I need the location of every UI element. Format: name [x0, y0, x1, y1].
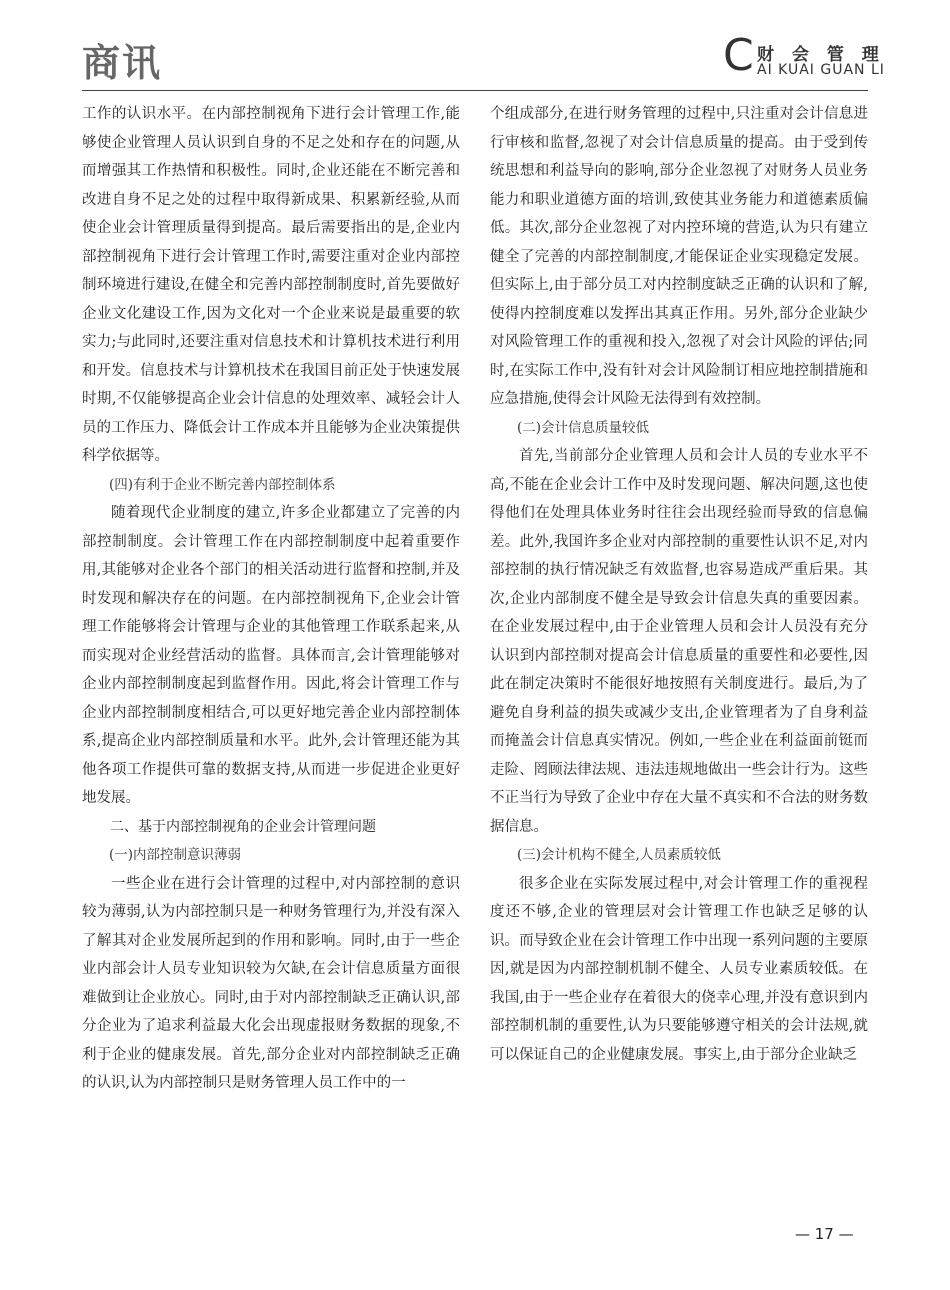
right-column [490, 100, 868, 1069]
paragraph: 一些企业在进行会计管理的过程中,对内部控制的意识较为薄弱,认为内部控制只是一种财务管理行为,并没有深入了解其对企业发展所起到的作用和影响。同时,由于一些企业内部会计人员专业知识较为欠缺,在会计信息质量方面很难做到让企业放心。同时,由于对内部控制缺乏正确认识,部分企业为了追求利益最大化会出现虚报财务数据的现象,不利于企业的健康发展。首先,部分企业对内部控制缺乏正确的认识,认为内部控制只是财务管理人员工作中的一 [82, 875, 460, 1091]
subsection-heading: (四)有利于企业不断完善内部控制体系 [109, 476, 336, 493]
journal-logo-left: 商讯 [82, 41, 163, 85]
page-number: — 17 — [795, 1225, 854, 1243]
section-heading: 二、基于内部控制视角的企业会计管理问题 [110, 818, 376, 835]
paragraph: 首先,当前部分企业管理人员和会计人员的专业水平不高,不能在企业会计工作中及时发现问题、解决问题,这也使得他们在处理具体业务时往往会出现经验而导致的信息偏差。此外,我国许多企业对内部控制的重要性认识不足,对内部控制的执行情况缺乏有效监督,也容易造成严重后果。其次,企业内部制度不健全是导致会计信息失真的重要因素。在企业发展过程中,由于企业管理人员和会计人员没有充分认识到内部控制对提高会计信息质量的重要性和必要性,因此在制定决策时不能很好地按照有关制度进行。最后,为了避免自身利益的损失或减少支出,企业管理者为了自身利益而掩盖会计信息真实情况。例如,一些企业在利益面前铤而走险、罔顾法律法规、违法违规地做出一些会计行为。这些不正当行为导致了企业中存在大量不真实和不合法的财务数据信息。 [490, 448, 868, 835]
subsection-heading: (三)会计机构不健全,人员素质较低 [517, 847, 721, 863]
paragraph: 随着现代企业制度的建立,许多企业都建立了完善的内部控制制度。会计管理工作在内部控制制度中起着重要作用,其能够对企业各个部门的相关活动进行监督和控制,并及时发现和解决存在的问题。在内部控制视角下,企业会计管理工作能够将会计管理与企业的其他管理工作联系起来,从而实现对企业经营活动的监督。具体而言,会计管理能够对企业内部控制制度起到监督作用。因此,将会计管理工作与企业内部控制制度相结合,可以更好地完善企业内部控制体系,提高企业内部控制质量和水平。此外,会计管理还能为其他各项工作提供可靠的数据支持,从而进一步促进企业更好地发展。 [82, 505, 460, 806]
section-logo-chinese: 财 会 管 理 [757, 45, 885, 65]
header-divider [82, 90, 868, 91]
paragraph: 个组成部分,在进行财务管理的过程中,只注重对会计信息进行审核和监督,忽视了对会计信息质量的提高。由于受到传统思想和利益导向的影响,部分企业忽视了对财务人员业务能力和职业道德方面的培训,致使其业务能力和道德素质偏低。其次,部分企业忽视了对内控环境的营造,认为只有建立健全了完善的内部控制制度,才能保证企业实现稳定发展。但实际上,由于部分员工对内控制度缺乏正确的认识和了解,使得内控制度难以发挥出其真正作用。另外,部分企业缺少对风险管理工作的重视和投入,忽视了对会计风险的评估;同时,在实际工作中,没有针对会计风险制订相应地控制措施和应急措施,使得会计风险无法得到有效控制。 [490, 106, 868, 407]
page-header [0, 0, 950, 95]
paragraph: 工作的认识水平。在内部控制视角下进行会计管理工作,能够使企业管理人员认识到自身的不足之处和存在的问题,从而增强其工作热情和积极性。同时,企业还能在不断完善和改进自身不足之处的过程中取得新成果、积累新经验,从而使企业会计管理质量得到提高。最后需要指出的是,企业内部控制视角下进行会计管理工作时,需要注重对企业内部控制环境进行建设,在健全和完善内部控制制度时,首先要做好企业文化建设工作,因为文化对一个企业来说是最重要的软实力;与此同时,还要注重对信息技术和计算机技术进行利用和开发。信息技术与计算机技术在我国目前正处于快速发展时期,不仅能够提高企业会计信息的处理效率、减轻会计人员的工作压力、降低会计工作成本并且能够为企业决策提供科学依据等。 [82, 106, 460, 464]
left-column [82, 100, 460, 1098]
subsection-heading: (二)会计信息质量较低 [517, 419, 650, 436]
subsection-heading: (一)内部控制意识薄弱 [109, 847, 242, 863]
paragraph: 很多企业在实际发展过程中,对会计管理工作的重视程度还不够,企业的管理层对会计管理工作也缺乏足够的认识。而导致企业在会计管理工作中出现一系列问题的主要原因,就是因为内部控制机制不健全、人员专业素质较低。在我国,由于一些企业存在着很大的侥幸心理,并没有意识到内部控制机制的重要性,认为只要能够遵守相关的会计法规,就可以保证自己的企业健康发展。事实上,由于部分企业缺乏 [490, 875, 868, 1063]
section-logo [723, 30, 885, 88]
section-logo-pinyin: AI KUAI GUAN LI [757, 62, 885, 78]
section-logo-initial: C [723, 30, 754, 81]
